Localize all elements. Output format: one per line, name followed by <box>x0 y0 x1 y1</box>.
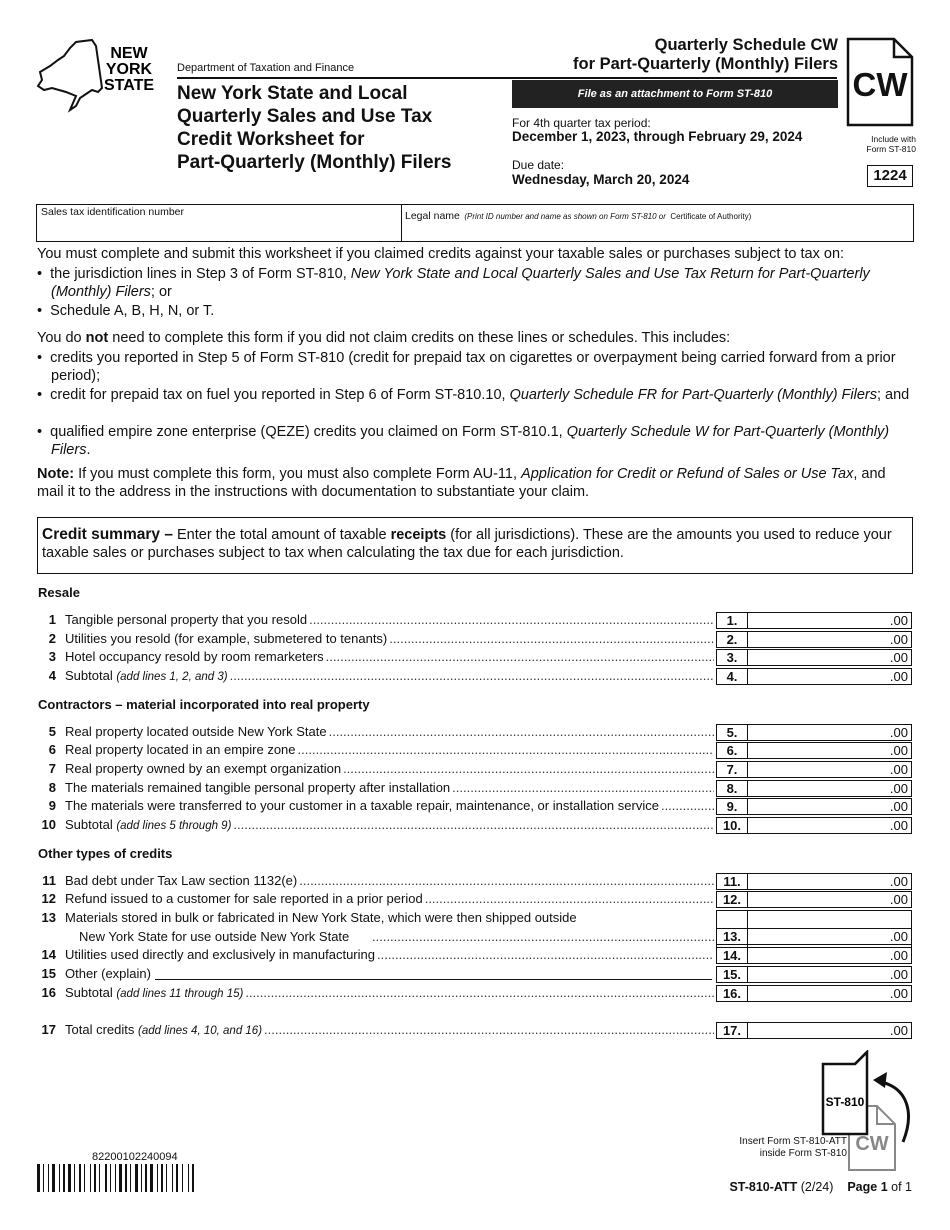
title-line: Quarterly Sales and Use Tax <box>177 106 433 127</box>
intro-paragraph: You do not need to complete this form if you did not claim credits on these lines or schedules. This includes: <box>37 330 731 346</box>
section-heading-resale: Resale <box>38 585 80 600</box>
worksheet-line-continued: New York State for use outside New York State <box>79 929 350 944</box>
logo-wordmark-new: NEW <box>110 45 148 62</box>
amount-box[interactable]: 15. .00 <box>716 966 912 983</box>
amount-box[interactable]: 10. .00 <box>716 817 912 834</box>
barcode-bar <box>105 1164 107 1192</box>
barcode-bar <box>145 1164 147 1192</box>
barcode-bar <box>94 1164 96 1192</box>
barcode-bar <box>79 1164 81 1192</box>
amount-box[interactable]: 12. .00 <box>716 891 912 908</box>
barcode-bar <box>99 1164 100 1192</box>
barcode-bar <box>130 1164 131 1192</box>
st810-doc-label: ST-810 <box>825 1095 865 1109</box>
form-identifier: ST-810-ATT (2/24) Page 1 of 1 <box>729 1180 912 1194</box>
intro-bullet: • credit for prepaid tax on fuel you reported in Step 6 of Form ST-810.10, Quarterly Schedule FR for Part-Quarterly (Monthly) Filers; and <box>37 387 910 403</box>
section-heading-other: Other types of credits <box>38 846 173 861</box>
barcode-bar <box>182 1164 183 1192</box>
intro-bullet: • qualified empire zone enterprise (QEZE) credits you claimed on Form ST-810.1, Quarterly Schedule W for Part-Quarterly (Monthly) Filers. <box>37 424 890 458</box>
worksheet-line: 15 Other (explain) <box>30 965 714 983</box>
schedule-title <box>505 36 838 74</box>
worksheet-line: 8 The materials remained tangible personal property after installation ..... <box>30 779 714 797</box>
barcode-bar <box>166 1164 167 1192</box>
year-code: 1224 <box>867 165 913 187</box>
legal-name-input[interactable] <box>404 220 913 240</box>
amount-box[interactable]: 17. .00 <box>716 1022 912 1039</box>
tax-period: December 1, 2023, through February 29, 2024 <box>512 129 803 144</box>
barcode-bar <box>150 1164 153 1192</box>
barcode-bar <box>192 1164 194 1192</box>
barcode-bar <box>90 1164 91 1192</box>
intro-bullet: • Schedule A, B, H, N, or T. <box>37 303 215 319</box>
worksheet-line: 1 Tangible personal property that you resold ..... <box>30 611 714 629</box>
barcode-bar <box>115 1164 116 1192</box>
form-code: CW <box>852 66 908 103</box>
section-heading-contractors: Contractors – material incorporated into real property <box>38 697 370 712</box>
intro-paragraph: You must complete and submit this worksheet if you claimed credits against your taxable sales or purchases subject to tax on: <box>37 246 845 262</box>
barcode-bar <box>110 1164 111 1192</box>
worksheet-line: 14 Utilities used directly and exclusively in manufacturing ..... <box>30 946 714 964</box>
cw-doc-label: CW <box>855 1133 889 1155</box>
amount-box[interactable]: 9. .00 <box>716 798 912 815</box>
barcode-bar <box>119 1164 122 1192</box>
logo-wordmark-state: STATE <box>103 77 155 94</box>
sales-tax-id-label: Sales tax identification number <box>41 206 184 218</box>
amount-box[interactable]: 16. .00 <box>716 985 912 1002</box>
barcode-bar <box>84 1164 85 1192</box>
worksheet-line: 2 Utilities you resold (for example, submetered to tenants) ..... <box>30 630 714 648</box>
schedule-line: for Part-Quarterly (Monthly) Filers <box>573 55 838 73</box>
legal-name-label-group: Legal name (Print ID number and name as shown on Form ST-810 or Certificate of Authority) <box>405 210 752 222</box>
barcode <box>37 1164 249 1192</box>
worksheet-line: 6 Real property located in an empire zone ..... <box>30 741 714 759</box>
worksheet-line: 7 Real property owned by an exempt organization ..... <box>30 760 714 778</box>
amount-box[interactable]: 8. .00 <box>716 780 912 797</box>
barcode-bar <box>59 1164 60 1192</box>
barcode-bar <box>43 1164 44 1192</box>
amount-box[interactable]: 11. .00 <box>716 873 912 890</box>
barcode-bar <box>68 1164 71 1192</box>
barcode-bar <box>52 1164 55 1192</box>
barcode-bar <box>48 1164 49 1192</box>
barcode-bar <box>37 1164 40 1192</box>
amount-box[interactable]: 14. .00 <box>716 947 912 964</box>
leader-dots <box>370 928 714 946</box>
title-line: Credit Worksheet for <box>177 129 365 150</box>
worksheet-line: 13 Materials stored in bulk or fabricated in New York State, which were then shipped outside <box>41 910 577 925</box>
barcode-bar <box>161 1164 163 1192</box>
amount-box[interactable]: 13. .00 <box>716 928 912 945</box>
include-with-note: Include with Form ST-810 <box>866 134 916 154</box>
worksheet-line: 17 Total credits (add lines 4, 10, and 16) ..... <box>30 1021 714 1039</box>
amount-box[interactable]: 2. .00 <box>716 631 912 648</box>
title-line: New York State and Local <box>177 83 408 104</box>
header-rule <box>177 77 837 79</box>
note-paragraph: Note: If you must complete this form, you must also complete Form AU-11, Application for Credit or Refund of Sales or Use Tax, and mail it to the address in the instructions with documentation to substantiate your claim. <box>37 466 886 500</box>
worksheet-line: 12 Refund issued to a customer for sale reported in a prior period ..... <box>30 890 714 908</box>
barcode-bar <box>63 1164 65 1192</box>
barcode-bar <box>125 1164 127 1192</box>
worksheet-line: 10 Subtotal (add lines 5 through 9) ..... <box>30 816 714 834</box>
worksheet-line: 11 Bad debt under Tax Law section 1132(e) ..... <box>30 872 714 890</box>
amount-box[interactable]: 6. .00 <box>716 742 912 759</box>
barcode-number: 82200102240094 <box>92 1151 178 1163</box>
barcode-bar <box>176 1164 178 1192</box>
barcode-bar <box>172 1164 173 1192</box>
attachment-banner: File as an attachment to Form ST-810 <box>512 80 838 108</box>
amount-box[interactable]: 5. .00 <box>716 724 912 741</box>
worksheet-line: 4 Subtotal (add lines 1, 2, and 3) ..... <box>30 667 714 685</box>
period-label: For 4th quarter tax period: <box>512 116 651 130</box>
amount-box[interactable]: 1. .00 <box>716 612 912 629</box>
barcode-bar <box>157 1164 158 1192</box>
schedule-line: Quarterly Schedule CW <box>654 36 838 54</box>
identification-row <box>36 204 914 242</box>
title-line: Part-Quarterly (Monthly) Filers <box>177 152 452 173</box>
amount-box[interactable]: 7. .00 <box>716 761 912 778</box>
intro-bullet: • credits you reported in Step 5 of Form ST-810 (credit for prepaid tax on cigarettes or overpayment being carried forward from a prior period); <box>37 350 896 384</box>
worksheet-line: 9 The materials were transferred to your customer in a taxable repair, maintenance, or installation service ..... <box>30 797 714 815</box>
insert-instructions: Insert Form ST-810-ATT inside Form ST-810 <box>739 1136 847 1159</box>
due-date: Wednesday, March 20, 2024 <box>512 172 690 187</box>
barcode-bar <box>141 1164 142 1192</box>
worksheet-line: 5 Real property located outside New York State ..... <box>30 723 714 741</box>
worksheet-line: 3 Hotel occupancy resold by room remarketers ..... <box>30 648 714 666</box>
due-date-label: Due date: <box>512 158 565 172</box>
department-name: Department of Taxation and Finance <box>177 62 355 74</box>
credit-summary-box: Credit summary – Enter the total amount of taxable receipts (for all jurisdictions). These are the amounts you used to reduce your taxable sales or purchases subject to tax when calculating the tax due for each jurisdiction. <box>37 517 913 574</box>
barcode-bar <box>135 1164 138 1192</box>
divider <box>401 205 402 241</box>
amount-box[interactable]: 3. .00 <box>716 649 912 666</box>
barcode-bar <box>74 1164 75 1192</box>
intro-bullet: • the jurisdiction lines in Step 3 of Form ST-810, New York State and Local Quarterly Sales and Use Tax Return for Part-Quarterly (Monthly) Filers; or <box>37 266 870 300</box>
new-york-state-logo <box>36 36 164 116</box>
worksheet-line: 16 Subtotal (add lines 11 through 15) ..... <box>30 984 714 1002</box>
barcode-bar <box>188 1164 189 1192</box>
page-title <box>177 82 507 174</box>
amount-box[interactable]: 4. .00 <box>716 668 912 685</box>
explain-line[interactable] <box>155 965 712 980</box>
sales-tax-id-input[interactable] <box>39 220 401 240</box>
logo-wordmark-york: YORK <box>105 61 153 78</box>
